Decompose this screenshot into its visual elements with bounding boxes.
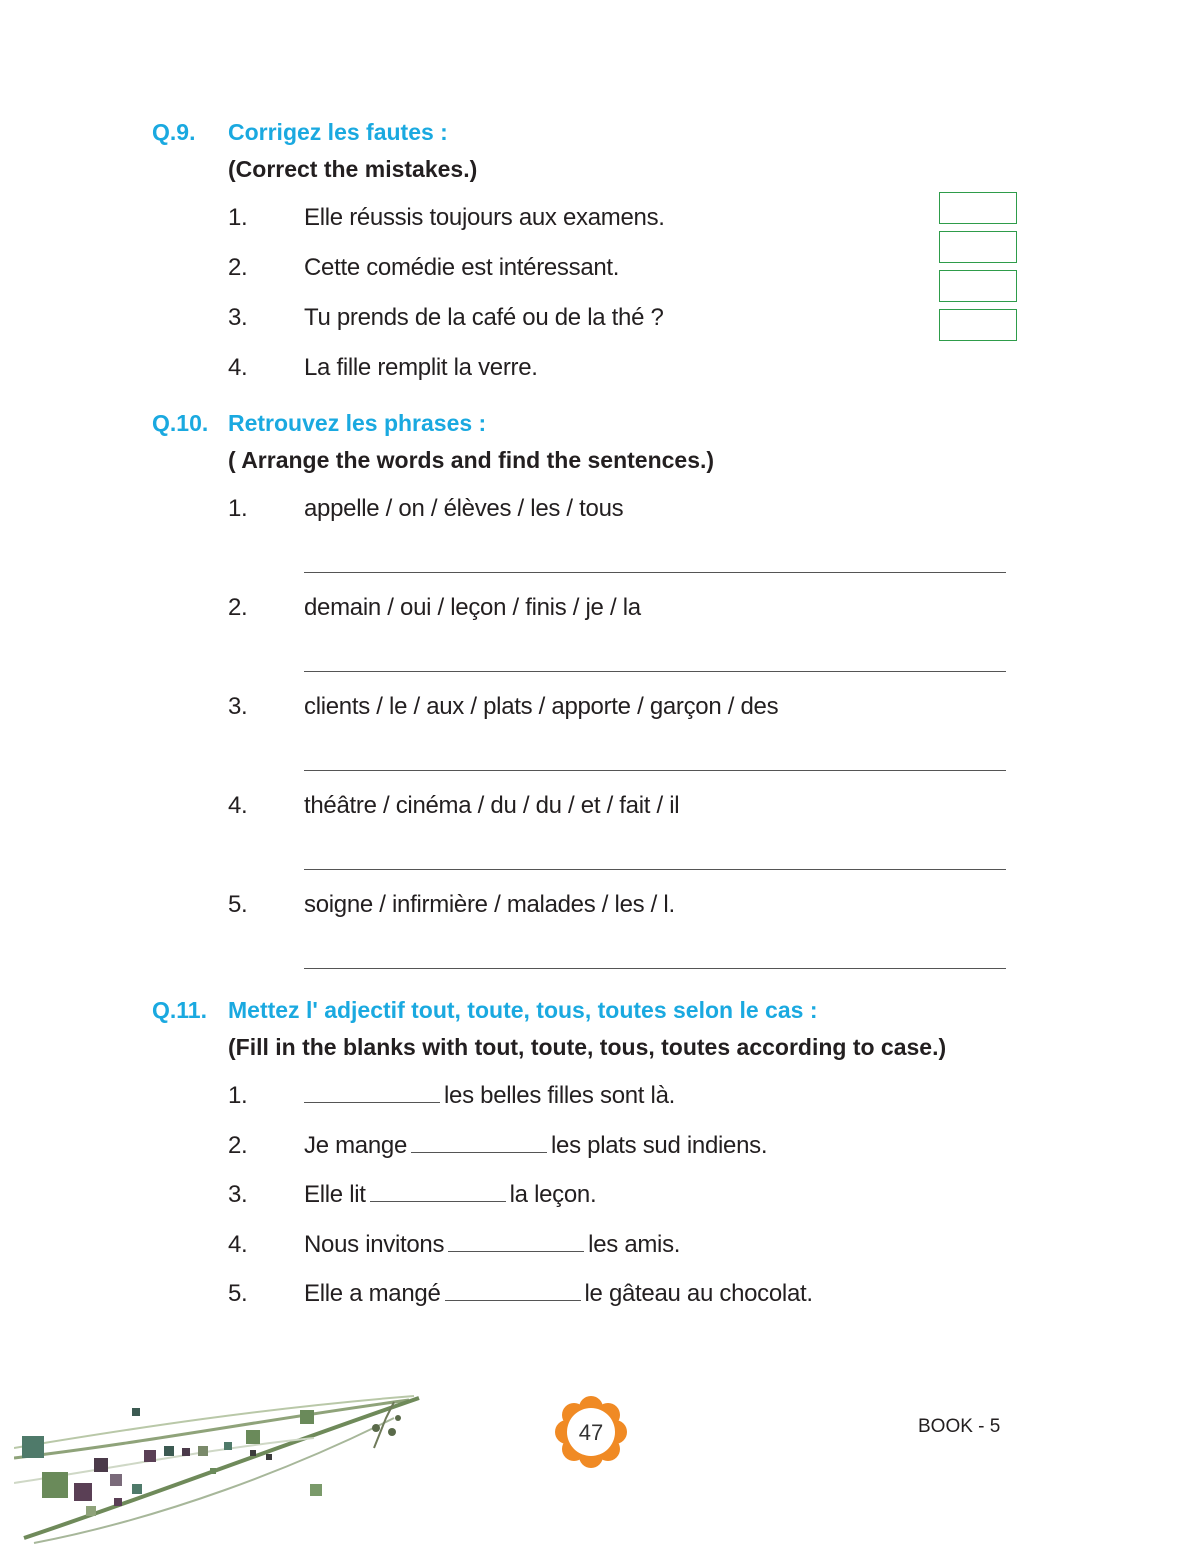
decorative-swirl-icon [14,1388,424,1548]
item-text: appelle / on / élèves / les / tous [304,495,624,522]
text-after: la leçon. [509,1181,597,1208]
answer-line[interactable] [304,671,1006,672]
fill-blank[interactable] [370,1181,506,1202]
item-number: 1. [228,495,248,522]
item-number: 2. [228,1132,248,1159]
item-number: 5. [228,1280,248,1307]
fill-blank[interactable] [448,1231,584,1252]
text-after: le gâteau au chocolat. [584,1280,813,1307]
text-after: les plats sud indiens. [551,1132,768,1159]
fill-blank[interactable] [304,1082,440,1103]
item-number: 2. [228,594,248,621]
answer-box-4[interactable] [939,309,1017,341]
item-number: 4. [228,792,248,819]
item-number: 1. [228,1082,248,1109]
text-before: Elle lit [304,1181,366,1208]
q10-heading [152,410,486,437]
answer-line[interactable] [304,770,1006,771]
text-after: les belles filles sont là. [444,1082,675,1109]
item-text [304,1231,680,1259]
book-label: BOOK - 5 [918,1416,1001,1437]
item-text: théâtre / cinéma / du / du / et / fait / il [304,792,680,819]
item-text: soigne / infirmière / malades / les / l. [304,891,675,918]
text-before: Je mange [304,1132,407,1159]
item-number: 4. [228,1231,248,1258]
q9-number: Q.9. [152,119,196,145]
answer-line[interactable] [304,968,1006,969]
text-after: les amis. [588,1231,681,1258]
q10-subtitle: ( Arrange the words and find the sentences.) [228,447,715,473]
answer-box-3[interactable] [939,270,1017,302]
item-number: 1. [228,204,248,231]
page-number-badge [555,1396,627,1468]
answer-box-1[interactable] [939,192,1017,224]
item-number: 3. [228,1181,248,1208]
item-text: Cette comédie est intéressant. [304,254,620,281]
item-number: 2. [228,254,248,281]
item-text: clients / le / aux / plats / apporte / garçon / des [304,693,779,720]
item-text [304,1132,767,1160]
answer-line[interactable] [304,869,1006,870]
q11-subtitle: (Fill in the blanks with tout, toute, tous, toutes according to case.) [228,1034,947,1060]
fill-blank[interactable] [445,1280,581,1301]
item-number: 5. [228,891,248,918]
item-text: Elle réussis toujours aux examens. [304,204,665,231]
q9-heading [152,119,448,146]
q11-heading [152,997,817,1024]
item-text [304,1181,596,1209]
fill-blank[interactable] [411,1132,547,1153]
answer-line[interactable] [304,572,1006,573]
q10-title: Retrouvez les phrases : [228,410,487,436]
q11-title: Mettez l' adjectif tout, toute, tous, toutes selon le cas : [228,997,818,1023]
q11-number: Q.11. [152,997,207,1023]
text-before: Nous invitons [304,1231,445,1258]
item-number: 4. [228,354,248,381]
q10-number: Q.10. [152,410,209,436]
item-number: 3. [228,304,248,331]
item-text [304,1280,813,1308]
q9-title: Corrigez les fautes : [228,119,448,145]
answer-box-2[interactable] [939,231,1017,263]
q9-subtitle: (Correct the mistakes.) [228,156,478,182]
text-before: Elle a mangé [304,1280,441,1307]
item-text [304,1082,675,1110]
item-text: Tu prends de la café ou de la thé ? [304,304,664,331]
item-text: demain / oui / leçon / finis / je / la [304,594,641,621]
item-number: 3. [228,693,248,720]
page-number: 47 [578,1420,604,1445]
item-text: La fille remplit la verre. [304,354,538,381]
